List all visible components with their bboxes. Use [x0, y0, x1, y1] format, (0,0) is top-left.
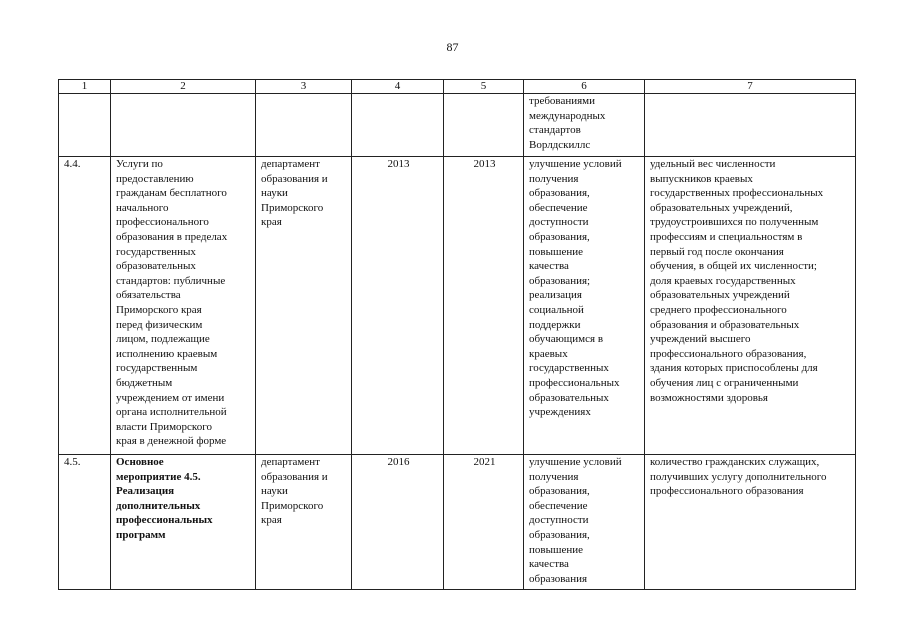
expected-result-cell: требованиями международных стандартов Ворлдскиллс: [524, 94, 645, 157]
table-row: [59, 455, 856, 590]
header-cell: 1: [59, 80, 111, 94]
header-cell: 2: [111, 80, 256, 94]
executor-cell: департамент образования и науки Приморского края: [256, 157, 352, 455]
executor-cell: [256, 94, 352, 157]
header-cell: 5: [444, 80, 524, 94]
activity-name-cell: Основное мероприятие 4.5. Реализация дополнительных профессиональных программ: [111, 455, 256, 590]
header-cell: 4: [352, 80, 444, 94]
expected-result-cell: улучшение условий получения образования, обеспечение доступности образования, повышение качества образования; реализация социальной поддержки обучающимся в краевых государственных профессиональных образовательных учреждениях: [524, 157, 645, 455]
end-year-cell: [444, 94, 524, 157]
indicator-cell: удельный вес численности выпускников краевых государственных профессиональных образовательных учреждений, трудоустроившихся по полученным профессиям и специальностям в первый год после окончания обучения, в общей их численности; доля краевых государственных образовательных учреждений среднего профессионального образования и образовательных учреждений высшего профессионального образования, здания которых приспособлены для обучения лиц с ограниченными возможностями здоровья: [645, 157, 856, 455]
end-year-cell: 2021: [444, 455, 524, 590]
row-number-cell: 4.4.: [59, 157, 111, 455]
indicator-cell: [645, 94, 856, 157]
table-header-row: [59, 80, 856, 94]
row-number-cell: [59, 94, 111, 157]
table-row: [59, 157, 856, 455]
table-row: [59, 94, 856, 157]
program-table: [58, 79, 856, 590]
header-cell: 6: [524, 80, 645, 94]
indicator-cell: количество гражданских служащих, получивших услугу дополнительного профессионального образования: [645, 455, 856, 590]
page-number: 87: [446, 40, 459, 54]
start-year-cell: 2013: [352, 157, 444, 455]
end-year-cell: 2013: [444, 157, 524, 455]
header-cell: 3: [256, 80, 352, 94]
executor-cell: департамент образования и науки Приморского края: [256, 455, 352, 590]
activity-name-cell: [111, 94, 256, 157]
header-cell: 7: [645, 80, 856, 94]
expected-result-cell: улучшение условий получения образования, обеспечение доступности образования, повышение качества образования: [524, 455, 645, 590]
start-year-cell: 2016: [352, 455, 444, 590]
activity-name-cell: Услуги по предоставлению гражданам бесплатного начального профессионального образования в пределах государственных образовательных стандартов: публичные обязательства Приморского края перед физическим лицом, подлежащие исполнению краевым государственным бюджетным учреждением от имени органа исполнительной власти Приморского края в денежной форме: [111, 157, 256, 455]
start-year-cell: [352, 94, 444, 157]
row-number-cell: 4.5.: [59, 455, 111, 590]
